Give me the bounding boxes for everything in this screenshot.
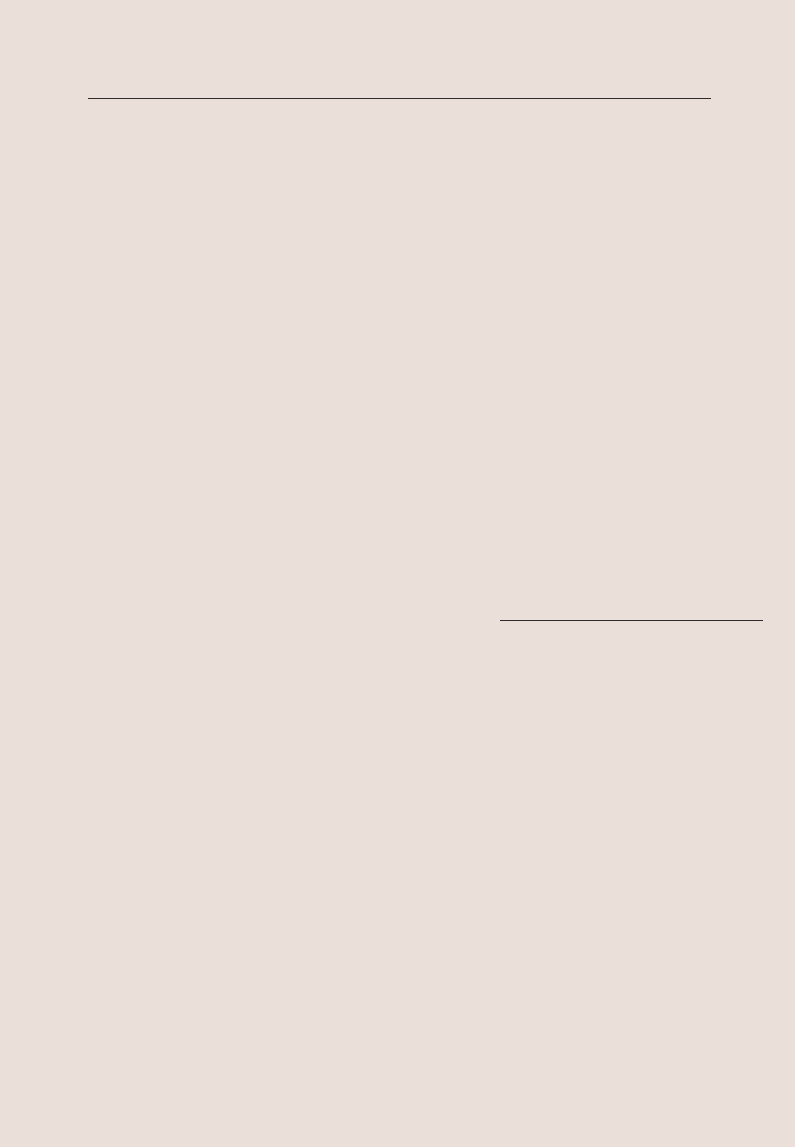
table-header-years — [500, 598, 763, 621]
page-header — [88, 76, 711, 99]
